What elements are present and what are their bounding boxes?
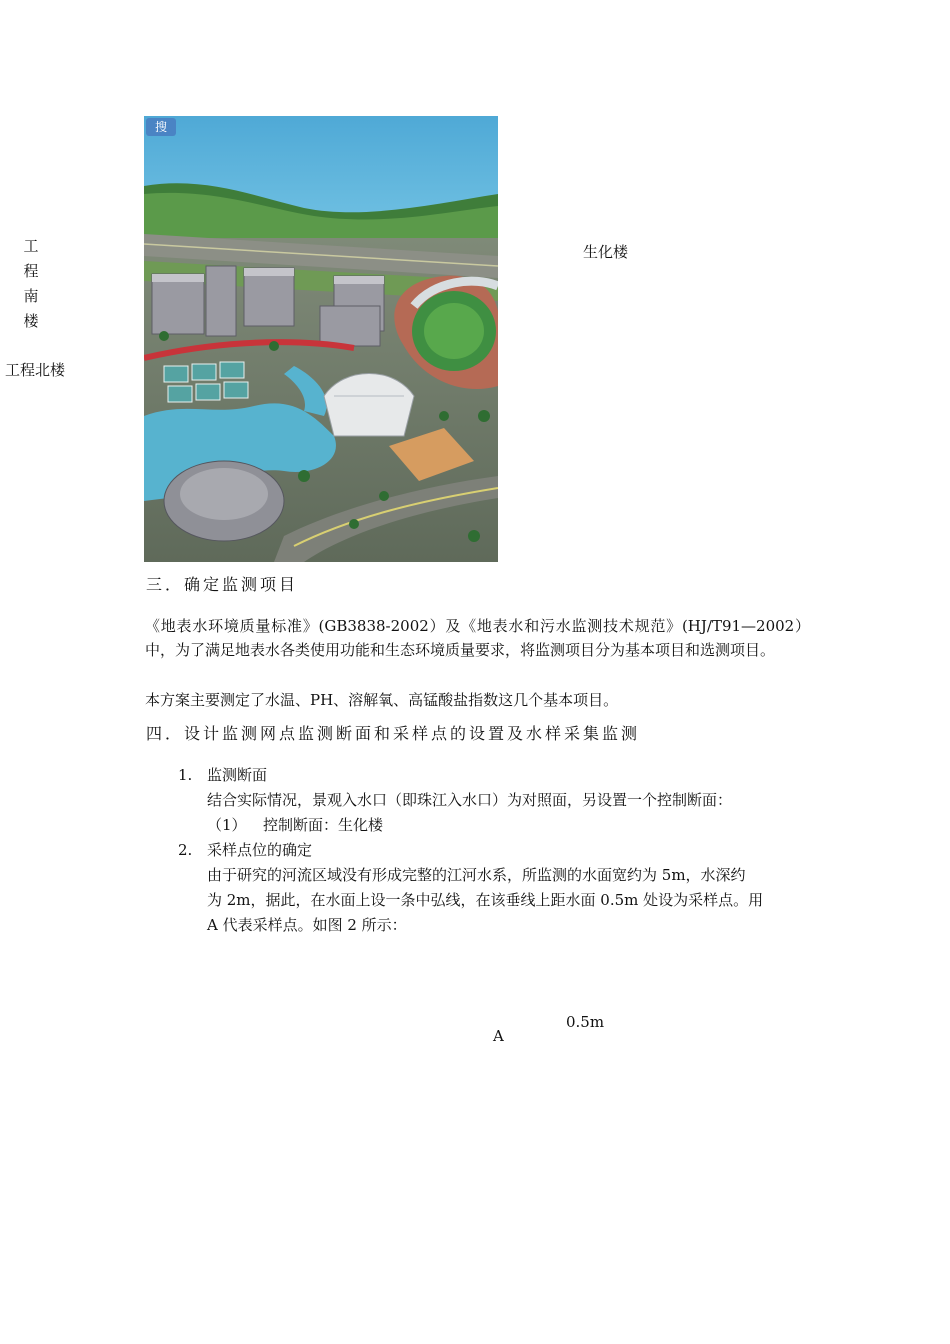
section3-heading: 三．确定监测项目: [146, 575, 299, 594]
campus-map-image: [144, 116, 498, 562]
label-biochem: 生化楼: [583, 243, 629, 261]
item1-number: 1.: [178, 766, 193, 784]
campus-map-drawing: [144, 116, 498, 562]
section3-para2: 本方案主要测定了水温、PH、溶解氧、高锰酸盐指数这几个基本项目。: [145, 691, 619, 709]
item1-sub-text: 控制断面：生化楼: [263, 816, 384, 834]
section3-para1: 《地表水环境质量标准》(GB3838-2002）及《地表水和污水监测技术规范》(HJ/T91—2002）中，为了满足地表水各类使用功能和生态环境质量要求，将监测项目分为基本项目和选测项目。: [145, 617, 810, 659]
item1-title: 监测断面: [207, 766, 268, 784]
label-engineering-north: 工程北楼: [5, 361, 66, 379]
item2-title: 采样点位的确定: [207, 841, 313, 859]
figure2-depth-label: 0.5m: [566, 1013, 605, 1031]
item2-line1: 由于研究的河流区域没有形成完整的江河水系，所监测的水面宽约为 5m，水深约: [207, 866, 746, 884]
figure2-point-label: A: [493, 1027, 504, 1045]
item2-number: 2.: [178, 841, 193, 859]
item2-line2: 为 2m，据此，在水面上设一条中弘线，在该垂线上距水面 0.5m 处设为采样点。用: [207, 891, 764, 909]
item2-line3: A 代表采样点。如图 2 所示：: [207, 916, 407, 934]
item1-body: 结合实际情况，景观入水口（即珠江入水口）为对照面，另设置一个控制断面：: [207, 791, 733, 809]
item1-sub-number: （1）: [207, 816, 247, 834]
search-badge[interactable]: 搜: [146, 118, 176, 136]
section4-heading: 四．设计监测网点监测断面和采样点的设置及水样采集监测: [146, 724, 641, 743]
label-engineering-south: 工程南楼: [23, 237, 39, 330]
